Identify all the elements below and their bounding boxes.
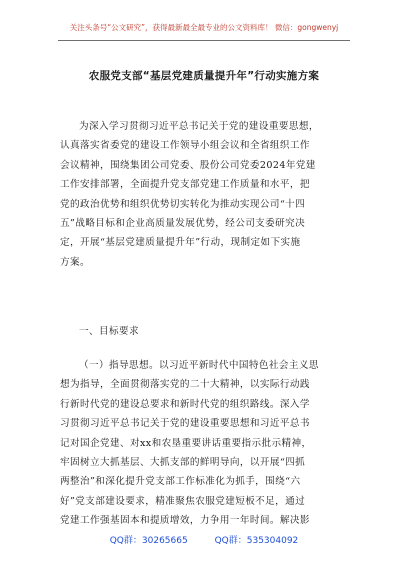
text-line: 记对国企党建、对xx和农垦重要讲话重要指示批示精神， [60, 437, 312, 449]
footer-qq-group-1: QQ群：30265665 [109, 536, 188, 546]
intro-paragraph [60, 117, 350, 272]
text-line: 两整治”和深化提升党支部工作标准化为抓手，围绕“六 [60, 476, 301, 488]
text-line: 党建工作强基固本和提质增效，力争用一年时间。解决影 [60, 515, 310, 527]
text-line: 行新时代党的建设总要求和新时代党的组织路线。深入学 [60, 398, 310, 410]
document-title: 农服党支部“基层党建质量提升年”行动实施方案 [88, 70, 320, 82]
text-line: 五”战略目标和企业高质量发展优势，经公司支委研究决 [60, 217, 306, 229]
guiding-thought-paragraph [60, 356, 350, 531]
text-line: 为深入学习贯彻习近平总书记关于党的建设重要思想， [79, 121, 319, 132]
text-line: 认真落实省委党的建设工作领导小组会议和全省组织工作 [60, 140, 310, 152]
text-line: 工作安排部署，全面提升党支部党建工作质量和水平，把 [60, 179, 310, 191]
footer-contact [0, 533, 408, 546]
footer-qq-group-2: QQ群：535304092 [214, 536, 299, 546]
section-heading-goals: 一、目标要求 [79, 326, 139, 337]
text-line: 定，开展“基层党建质量提升年”行动，现制定如下实施 [60, 237, 301, 249]
header-banner: 关注头条号“公文研究”，获得最新最全最专业的公文资料库！ 微信：gongwenyj [69, 23, 339, 32]
text-line: 好”党支部建设要求，精准聚焦农服党建短板不足，通过 [60, 495, 306, 507]
text-line: 习贯彻习近平总书记关于党的建设重要思想和习近平总书 [60, 418, 310, 430]
text-line: 牢固树立大抓基层、大抓支部的鲜明导向，以开展“四抓 [60, 456, 306, 468]
text-line: 想为指导，全面贯彻落实党的二十大精神，以实际行动践 [60, 379, 310, 391]
text-line: 方案。 [60, 256, 90, 268]
header-divider [58, 40, 350, 41]
text-line: 党的政治优势和组织优势切实转化为推动实现公司“十四 [60, 198, 306, 210]
text-line: （一）指导思想。以习近平新时代中国特色社会主义思 [79, 360, 319, 371]
text-line: 会议精神，围绕集团公司党委、股份公司党委2024年党建 [60, 159, 316, 171]
